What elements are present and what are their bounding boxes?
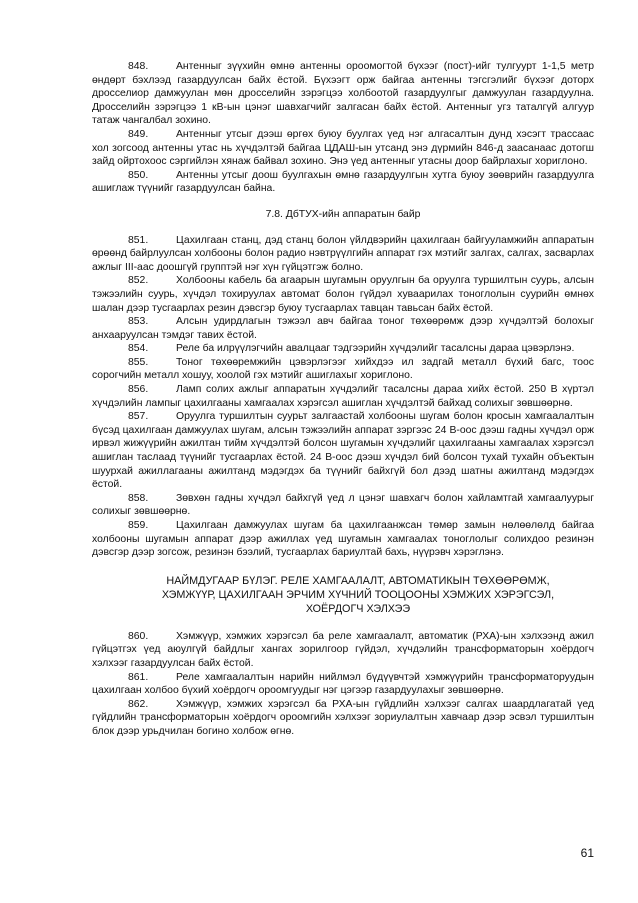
- paragraph-number: 848.: [128, 61, 149, 72]
- paragraph-text: Алсын удирдлагын тэжээл авч байгаа тоног төхөөрөмж дээр хүчдэлтэй болохыг анхааруулсан тэмдэг тавих ёстой.: [92, 316, 594, 341]
- paragraph-number: 854.: [128, 343, 149, 355]
- paragraph: [92, 128, 594, 169]
- paragraph: [92, 519, 594, 560]
- paragraph-number: 859.: [128, 520, 149, 531]
- paragraph-number: 856.: [128, 384, 149, 396]
- paragraph: [92, 60, 594, 128]
- paragraph-number: 858.: [128, 492, 149, 504]
- paragraph: [92, 342, 594, 356]
- paragraph-text: Цахилгаан станц, дэд станц болон үйлдвэрийн цахилгаан байгууламжийн аппаратын өрөөнд байрлуулсан холбооны болон радио нэвтрүүлгийн аппарат гэх мэтийг залгах, салгах, засварлах ажлыг III-аас доошгүй групптэй нэг хүн гүйцэтгэж болно.: [92, 234, 594, 273]
- paragraph-text: Антенныг утсыг дээш өргөх буюу буулгах үед нэг алгасалтын дунд хэсэгт трассаас хол зогсоод антенны утас нь хүчдэлтэй байгаа ЦДАШ-ын утсанд энэ дүрмийн 846-д заасанаас дотогш зайд ойртохоос сэргийлэн хянаж байвал зохино. Энэ үед антенныг утасны доор байрлахыг хориглоно.: [92, 128, 594, 168]
- paragraph-group-antenna: [92, 60, 594, 196]
- paragraph: [92, 630, 594, 671]
- paragraph-text: Ламп солих ажлыг аппаратын хүчдэлийг тасалсны дараа хийх ёстой. 250 В хүртэл хүчдэлийн лампыг цахилгааны хамгаалах хэрэгсэл ашиглан хүчдэлтэй байхад солихыг зөвшөөрнө.: [92, 384, 594, 409]
- paragraph-text: Реле хамгаалалтын нарийн нийлмэл бүдүүвчтэй хэмжүүрийн трансформаторуудын цахилгаан холбоо бүхий хоёрдогч ороомгуудыг нэг цэгээр газардуулахыг зөвшөөрнө.: [92, 671, 594, 697]
- paragraph-number: 853.: [128, 316, 149, 328]
- paragraph-text: Холбооны кабель ба агаарын шугамын оруулгын ба оруулга туршилтын суурь, алсын тэжээлийн суурь, хүчдэл тохируулах автомат болон гүйдэл хуваарилах тоноглолын суурийн өмнөх шалан дээр тусгаарлах резин дэвсгэр буюу тусгаарлах тавцан тавьсан байх ёстой.: [92, 275, 594, 314]
- paragraph-text: Тоног төхөөремжийн цэвэрлэгээг хийхдээ ил задгай металл бүхий багс, тоос сорогчийн металл хошуу, хоолой гэх мэтийг ашиглахыг хориглоно.: [92, 356, 594, 382]
- paragraph-text: Реле ба илрүүлэгчийн авалцааг тэдгээрийн хүчдэлийг тасалсны дараа цэвэрлэнэ.: [176, 343, 575, 355]
- paragraph: [92, 698, 594, 739]
- document-page: [92, 60, 594, 739]
- paragraph-number: 850.: [128, 169, 149, 181]
- paragraph: [92, 383, 594, 410]
- paragraph: [92, 315, 594, 342]
- paragraph: [92, 169, 594, 196]
- paragraph-number: 862.: [128, 698, 149, 710]
- paragraph-text: Антенныг зүүхийн өмнө антенны ороомогтой бүхээг (пост)-ийг тулгуурт 1-1,5 метр өндөрт бэхлээд газардуулсан байх ёстой. Бүхээгт орж байгаа антенны тэгсгэлийг бүхээг доторх дросселиор дамжуулан мөн дросселийн зэрэгцээ холбоотой газардуулгыг дамжуулан газардуулна. Дросселийн зэрэгцээ 1 кВ-ын цэнэг шавхагчийг залгасан байх ёстой. Антенныг угз таталгүй алгуур татаж чангалбал зохино.: [92, 61, 594, 127]
- part-title: НАЙМДУГААР БҮЛЭГ. РЕЛЕ ХАМГААЛАЛТ, АВТОМАТИКЫН ТӨХӨӨРӨМЖ, ХЭМЖҮҮР, ЦАХИЛГААН ЭРЧИМ ХҮЧНИЙ ТООЦООНЫ ХЭМЖИХ ХЭРЭГСЭЛ, ХОЁРДОГЧ ХЭЛХЭЭ: [161, 574, 555, 615]
- page-number: 61: [580, 846, 594, 860]
- paragraph-number: 855.: [128, 356, 149, 368]
- paragraph: [92, 410, 594, 492]
- paragraph-number: 851.: [128, 234, 149, 246]
- section-heading: 7.8. ДбТУХ-ийн аппаратын байр: [265, 208, 421, 220]
- paragraph-text: Зөвхөн гадны хүчдэл байхгүй үед л цэнэг шавхагч болон хайламтгай хамгаалуурыг солихыг зөвшөөрнө.: [92, 492, 594, 518]
- paragraph-number: 857.: [128, 411, 149, 423]
- paragraph: [92, 234, 594, 275]
- paragraph-group-relay-protection: [92, 630, 594, 739]
- paragraph-text: Хэмжүүр, хэмжих хэрэгсэл ба реле хамгаалалт, автоматик (РХА)-ын хэлхээнд ажил гүйцэтгэх үед аюулгүй байдлыг хангах зорилгоор гүйдэл, хүчдэлийн трансформаторын хоёрдогч хэлхээг газардуулсан байх ёстой.: [92, 630, 594, 669]
- paragraph-number: 860.: [128, 630, 149, 642]
- paragraph-text: Цахилгаан дамжуулах шугам ба цахилгаанжсан төмөр замын нөлөөлөлд байгаа холбооны шугамын аппарат дээр ажиллах үед шугамын хамгаалах тоноглолыг солихдоо резинэн дэвсгэр дээр зогсож, резинэн бээлий, тусгаарлах бариултай бахь, нүүрэвч хэрэглэнэ.: [92, 520, 594, 559]
- paragraph-number: 849.: [128, 128, 149, 140]
- paragraph-group-apparatus-room: [92, 234, 594, 560]
- paragraph-text: Антенны утсыг доош буулгахын өмнө газардуулгын хутга буюу зөөврийн газардуулга ашиглаж түүнийг газардуулсан байна.: [92, 169, 594, 195]
- paragraph: [92, 671, 594, 698]
- paragraph: [92, 492, 594, 519]
- paragraph-text: Хэмжүүр, хэмжих хэрэгсэл ба РХА-ын гүйдлийн хэлхээг салгах шаардлагатай үед гүйдлийн трансформаторын хоёрдогч ороомгийн хэлхээг зориулалтын хавчаар дээр эсвэл туршилтын блок дээр урьдчилан богино холбож өгнө.: [92, 698, 594, 737]
- paragraph: [92, 356, 594, 383]
- paragraph-number: 852.: [128, 275, 149, 287]
- paragraph-text: Оруулга туршилтын суурьт залгаастай холбооны шугам болон кросын хамгаалалтын бүсэд цахилгаан дамжуулах шугам, алсын тэжээлийн аппарат зэргээс 24 В-оос дээш гадны хүчдэл орж ирвэл жижүүрийн ажилтан тийм хүчдэлтэй болсон шугамын хүчдэлийг цахилгааны хамгаалах хэрэгсэл ашиглан таслаад түүнийг тусгаарлах ёстой. 24 В-оос дээш хүчдэл бий болсон тухай тухайн объектын шуурхай ажиллагааны ажилтанд мэдэгдэх ба түүнийг байхгүй бол дээд шатны ажилтанд мэдэгдэх ёстой.: [92, 411, 594, 491]
- paragraph-number: 861.: [128, 671, 149, 683]
- paragraph: [92, 274, 594, 315]
